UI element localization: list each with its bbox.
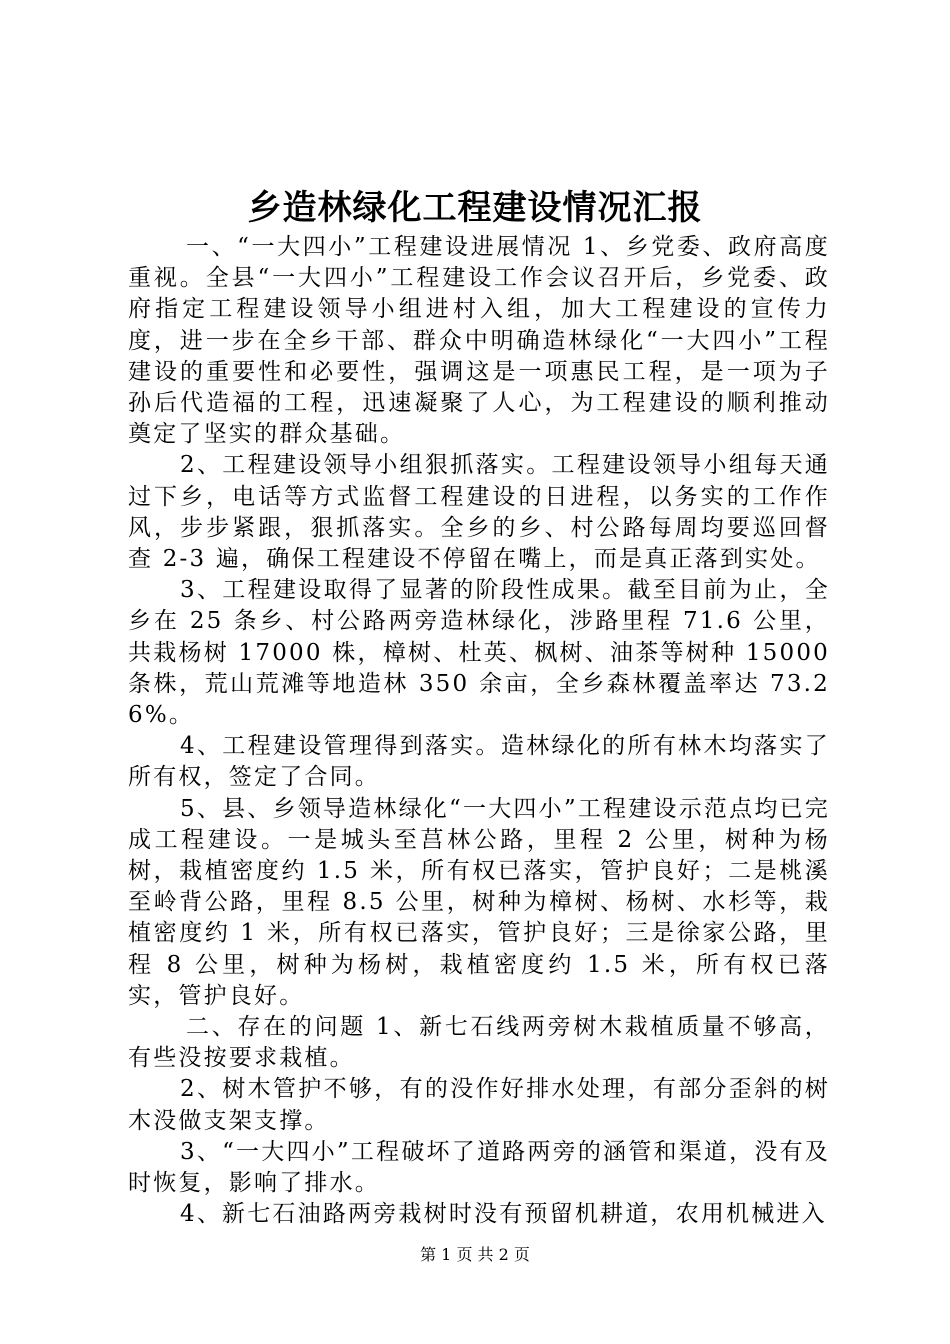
paragraph: 5、县、乡领导造林绿化“一大四小”工程建设示范点均已完成工程建设。一是城头至莒林公路，里程 2 公里，树种为杨树，栽植密度约 1.5 米，所有权已落实，管护良好；二是桃溪至岭背公路，里程 8.5 公里，树种为樟树、杨树、水杉等，栽植密度约 1 米，所有权已落实，管护良好；三是徐家公路，里程 8 公里，树种为杨树，栽植密度约 1.5 米，所有权已落实，管护良好。 — [128, 795, 830, 1009]
paragraph: 3、“一大四小”工程破坏了道路两旁的涵管和渠道，没有及时恢复，影响了排水。 — [128, 1138, 830, 1197]
document-body — [128, 232, 830, 1231]
paragraph: 4、工程建设管理得到落实。造林绿化的所有林木均落实了所有权，签定了合同。 — [128, 733, 830, 791]
page-number-footer: 第 1 页 共 2 页 — [420, 1245, 530, 1264]
paragraph: 一、“一大四小”工程建设进展情况 1、乡党委、政府高度重视。全县“一大四小”工程建设工作会议召开后，乡党委、政府指定工程建设领导小组进村入组，加大工程建设的宣传力度，进一步在全乡干部、群众中明确造林绿化“一大四小”工程建设的重要性和必要性，强调这是一项惠民工程，是一项为子孙后代造福的工程，迅速凝聚了人心，为工程建设的顺利推动奠定了坚实的群众基础。 — [128, 234, 830, 448]
paragraph: 二、存在的问题 1、新七石线两旁树木栽植质量不够高，有些没按要求栽植。 — [128, 1014, 830, 1072]
paragraph: 4、新七石油路两旁栽树时没有预留机耕道，农用机械进入 — [180, 1201, 827, 1228]
paragraph: 2、树木管护不够，有的没作好排水处理，有部分歪斜的树木没做支架支撑。 — [128, 1076, 830, 1134]
paragraph: 2、工程建设领导小组狠抓落实。工程建设领导小组每天通过下乡，电话等方式监督工程建设的日进程，以务实的工作作风，步步紧跟，狠抓落实。全乡的乡、村公路每周均要巡回督查 2-3 遍，确保工程建设不停留在嘴上，而是真正落到实处。 — [128, 452, 830, 573]
document-title: 乡造林绿化工程建设情况汇报 — [247, 188, 703, 228]
paragraph: 3、工程建设取得了显著的阶段性成果。截至目前为止，全乡在 25 条乡、村公路两旁造林绿化，涉路里程 71.6 公里，共栽杨树 17000 株，樟树、杜英、枫树、油茶等树种 15000 条株，荒山荒滩等地造林 350 余亩，全乡森林覆盖率达 73.26%。 — [128, 577, 830, 729]
